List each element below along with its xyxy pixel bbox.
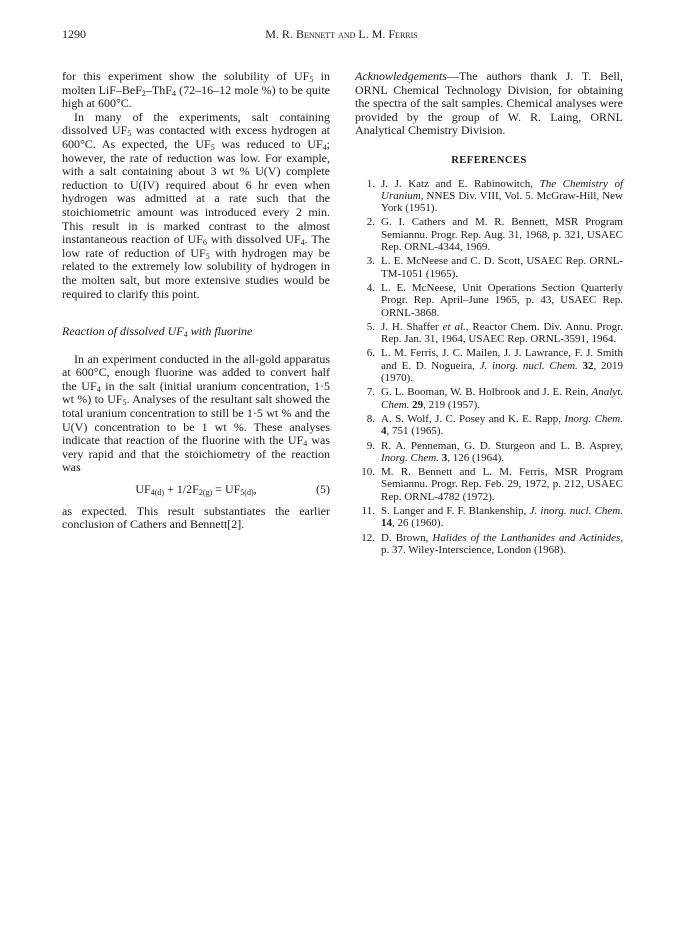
reference-item: 9. R. A. Penneman, G. D. Sturgeon and L. B. Asprey, Inorg. Chem. 3, 126 (1964). <box>366 439 623 464</box>
equation-number: (5) <box>316 482 330 497</box>
reference-item: 8. A. S. Wolf, J. C. Posey and K. E. Rapp, Inorg. Chem. 4, 751 (1965). <box>366 412 624 438</box>
page-header <box>62 27 621 43</box>
paragraph-fluorine-experiment: In an experiment conducted in the all-gold apparatus at 600°C, enough fluorine was added to convert half the $UF_4$ in the salt (initial uranium concentration, 1·5 wt %) to $UF_5$. Analyses of the resultant salt showed the total uranium concentration to still be 1·5 wt % and the U(V) concentration to be 1 wt %. These analyses indicate that reaction of the fluorine with the $UF_4$ was very rapid and that the stoichiometry of the reaction was <box>62 351 330 475</box>
running-head: M. R. Bennett and L. M. Ferris <box>265 27 418 41</box>
reference-item: 7. G. L. Booman, W. B. Holbrook and J. E. Rein, Analyt. Chem. 29, 219 (1957). <box>366 386 623 411</box>
reference-item: 10. M. R. Bennett and L. M. Ferris, MSR Program Semiannu. Progr. Rep. Feb. 29, 1972, p. 212, USAEC Rep. ORNL-4782 (1972). <box>361 466 623 503</box>
acknowledgements-label: Acknowledgements <box>355 69 447 83</box>
acknowledgements-text: —The authors thank J. T. Bell, ORNL Chemical Technology Division, for obtaining the spectra of the salt samples. Chemical analyses were provided by the group of W. R. Laing, ORNL Analytical Chemistry Division. <box>355 69 623 138</box>
paragraph-solubility: for this experiment show the solubility of $UF_5$ in molten LiF–BeF$_2$–ThF$_4$ (72–16–12 mole %) to be quite high at 600°C. <box>62 69 331 111</box>
reference-item: 12. D. Brown, Halides of the Lanthanides and Actinides, p. 37. Wiley-Interscience, London (1968). <box>361 531 624 556</box>
reference-list <box>355 178 623 557</box>
reference-item: 6. L. M. Ferris, J. C. Mailen, J. J. Lawrance, F. J. Smith and E. D. Nogueira, J. inorg. nucl. Chem. 32, 2019 (1970). <box>366 347 623 385</box>
reference-item: 5. J. H. Shaffer et al., Reactor Chem. Div. Annu. Progr. Rep. Jan. 31, 1964, USAEC Rep. ORNL-3591, 1964. <box>366 320 623 346</box>
reference-item: 3. L. E. McNeese and C. D. Scott, USAEC Rep. ORNL-TM-1051 (1965). <box>366 255 623 280</box>
page-number: 1290 <box>62 27 86 41</box>
reference-item: 2. G. I. Cathers and M. R. Bennett, MSR Program Semiannu. Progr. Rep. Aug. 31, 1968, p. 321, USAEC Rep. ORNL-4344, 1969. <box>366 216 623 254</box>
equation-body: $UF_{4(d)} + 1/2F_{2(g)} = UF_{5(d)}$, <box>135 482 257 498</box>
references-heading: REFERENCES <box>451 154 527 166</box>
section-heading: Reaction of dissolved $UF_4$ with fluorine <box>62 324 253 340</box>
right-column <box>355 70 623 558</box>
reference-item: 4. L. E. McNeese, Unit Operations Section Quarterly Progr. Rep. April–June 1965, p. 43, USAEC Rep. ORNL-3868. <box>366 281 623 319</box>
acknowledgements <box>355 70 623 138</box>
reference-item: 11. S. Langer and F. F. Blankenship, J. inorg. nucl. Chem. 14, 26 (1960). <box>361 504 623 530</box>
paragraph-conclusion: as expected. This result substantiates the earlier conclusion of Cathers and Bennett[2]. <box>62 503 330 532</box>
left-column <box>62 70 330 532</box>
reference-item: 1. J. J. Katz and E. Rabinowitch, The Chemistry of Uranium, NNES Div. VIII, Vol. 5. McGraw-Hill, New York (1951). <box>366 177 623 215</box>
paragraph-hydrogen-reduction: In many of the experiments, salt containing dissolved $UF_5$ was contacted with excess hydrogen at 600°C. As expected, the $UF_5$ was reduced to $UF_4$; however, the rate of reduction was low. For example, with a salt containing about 3 wt % U(V) complete reduction to U(IV) required about 6 hr even when hydrogen was admitted at a rate such that the stoichiometric amount was introduced every 2 min. This result in is marked contrast to the almost instantaneous reaction of $UF_6$ with dissolved $UF_4$. The low rate of reduction of $UF_5$ with hydrogen may be related to the extremely low solubility of hydrogen in the molten salt, but more extensive studies would be required to clarify this point. <box>62 109 330 301</box>
equation <box>62 483 330 497</box>
